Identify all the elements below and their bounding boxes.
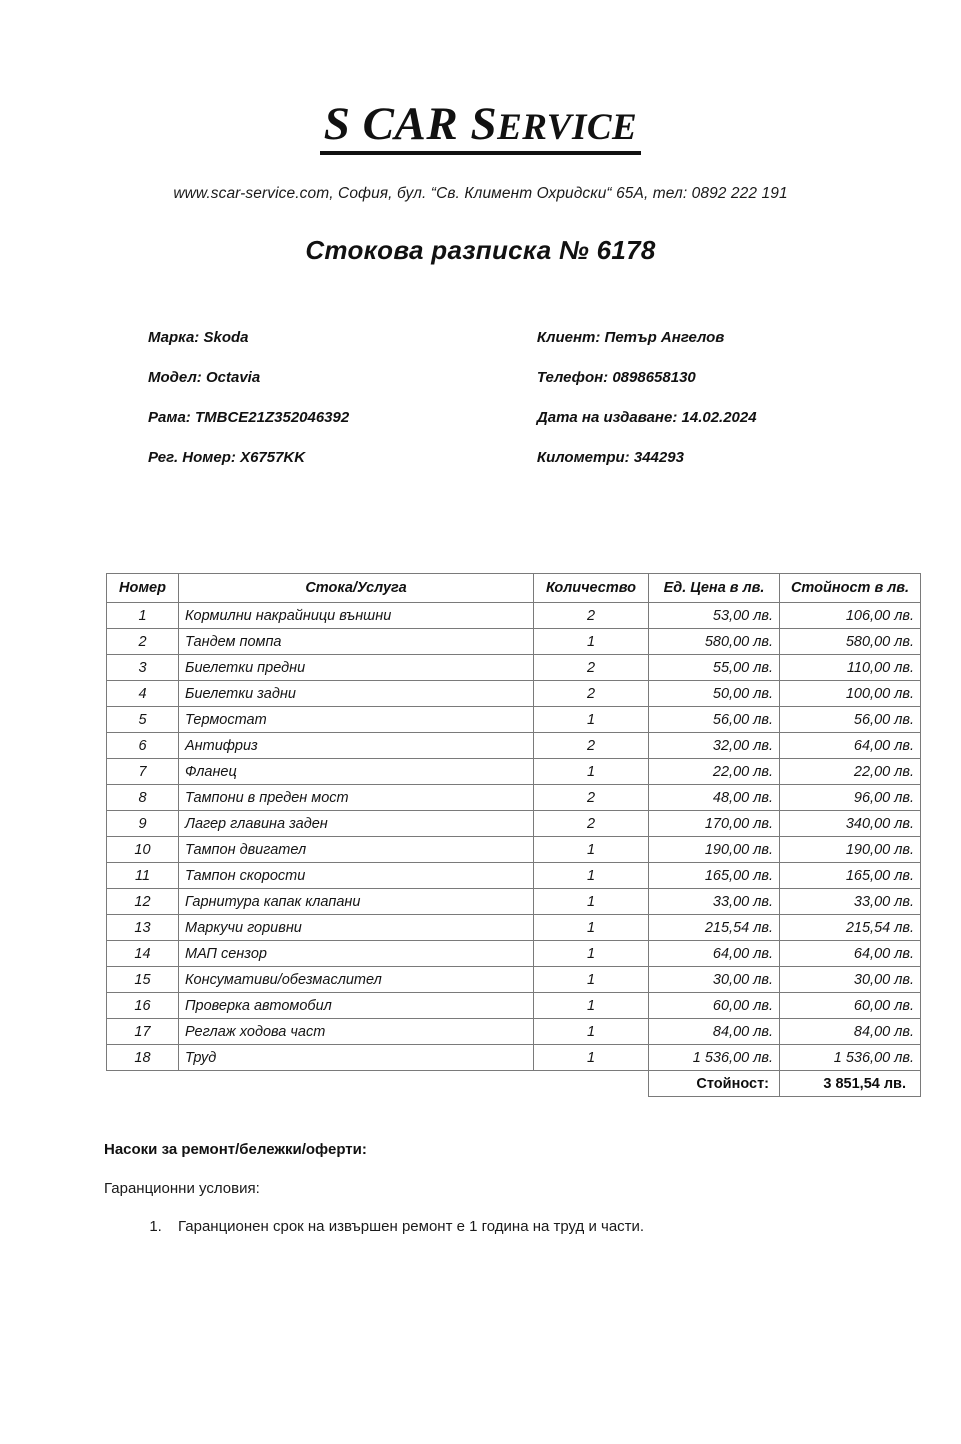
detail-brand-value: Skoda [203, 329, 249, 347]
cell-unit-price: 165,00 лв. [649, 863, 780, 889]
cell-number: 1 [107, 603, 179, 629]
cell-unit-price: 33,00 лв. [649, 889, 780, 915]
table-row [107, 629, 921, 655]
summary-label: Стойност: [649, 1071, 780, 1097]
cell-line-total: 106,00 лв. [780, 603, 921, 629]
items-table-body [107, 603, 921, 1071]
cell-line-total: 165,00 лв. [780, 863, 921, 889]
summary-spacer-qty [534, 1071, 649, 1097]
cell-number: 18 [107, 1045, 179, 1071]
notes-section [0, 1141, 961, 1237]
column-header-quantity: Количество [534, 574, 649, 603]
cell-unit-price: 32,00 лв. [649, 733, 780, 759]
detail-mileage-label: Километри: [536, 449, 630, 467]
cell-unit-price: 170,00 лв. [649, 811, 780, 837]
cell-line-total: 56,00 лв. [780, 707, 921, 733]
cell-number: 7 [107, 759, 179, 785]
cell-unit-price: 30,00 лв. [649, 967, 780, 993]
cell-number: 4 [107, 681, 179, 707]
cell-line-total: 110,00 лв. [780, 655, 921, 681]
cell-quantity: 1 [534, 941, 649, 967]
detail-issue-date-label: Дата на издаване: [536, 409, 678, 427]
cell-quantity: 2 [534, 655, 649, 681]
column-header-number: Номер [107, 574, 179, 603]
cell-line-total: 580,00 лв. [780, 629, 921, 655]
cell-description: МАП сензор [179, 941, 534, 967]
cell-description: Биелетки предни [179, 655, 534, 681]
cell-description: Биелетки задни [179, 681, 534, 707]
table-row [107, 681, 921, 707]
table-row [107, 863, 921, 889]
cell-number: 8 [107, 785, 179, 811]
detail-mileage [537, 448, 921, 488]
logo-container [0, 100, 961, 155]
table-row [107, 1019, 921, 1045]
cell-description: Тампони в преден мост [179, 785, 534, 811]
cell-quantity: 1 [534, 1019, 649, 1045]
cell-description: Лагер главина заден [179, 811, 534, 837]
warranty-terms-list [104, 1217, 961, 1237]
detail-plate [148, 448, 537, 488]
cell-quantity: 2 [534, 785, 649, 811]
detail-mileage-value: 344293 [633, 449, 684, 467]
cell-number: 9 [107, 811, 179, 837]
cell-line-total: 30,00 лв. [780, 967, 921, 993]
cell-quantity: 1 [534, 863, 649, 889]
cell-unit-price: 580,00 лв. [649, 629, 780, 655]
cell-line-total: 190,00 лв. [780, 837, 921, 863]
cell-quantity: 1 [534, 759, 649, 785]
logo-text-s: S [470, 98, 498, 150]
cell-unit-price: 22,00 лв. [649, 759, 780, 785]
cell-unit-price: 215,54 лв. [649, 915, 780, 941]
cell-unit-price: 48,00 лв. [649, 785, 780, 811]
cell-line-total: 84,00 лв. [780, 1019, 921, 1045]
customer-details-column [537, 328, 921, 488]
logo-text-ervice: ERVICE [497, 107, 638, 148]
cell-number: 14 [107, 941, 179, 967]
cell-description: Тандем помпа [179, 629, 534, 655]
cell-unit-price: 53,00 лв. [649, 603, 780, 629]
company-contact-line: www.scar-service.com, София, бул. “Св. Климент Охридски“ 65А, тел: 0892 222 191 [173, 185, 788, 203]
cell-description: Труд [179, 1045, 534, 1071]
column-header-unit-price: Ед. Цена в лв. [649, 574, 780, 603]
cell-number: 15 [107, 967, 179, 993]
cell-quantity: 2 [534, 681, 649, 707]
cell-unit-price: 50,00 лв. [649, 681, 780, 707]
cell-description: Фланец [179, 759, 534, 785]
cell-number: 5 [107, 707, 179, 733]
cell-description: Консумативи/обезмаслител [179, 967, 534, 993]
detail-client-value: Петър Ангелов [604, 329, 725, 347]
column-header-line-total: Стойност в лв. [780, 574, 921, 603]
table-row [107, 785, 921, 811]
cell-unit-price: 84,00 лв. [649, 1019, 780, 1045]
table-row [107, 837, 921, 863]
notes-heading: Насоки за ремонт/бележки/оферти: [104, 1141, 367, 1159]
cell-description: Проверка автомобил [179, 993, 534, 1019]
cell-description: Реглаж ходова част [179, 1019, 534, 1045]
cell-description: Антифриз [179, 733, 534, 759]
detail-vin-label: Рама: [148, 409, 191, 427]
summary-spacer-num [107, 1071, 179, 1097]
invoice-page [0, 100, 961, 1444]
items-table-head [107, 574, 921, 603]
cell-number: 13 [107, 915, 179, 941]
cell-unit-price: 190,00 лв. [649, 837, 780, 863]
detail-model [148, 368, 537, 408]
cell-quantity: 1 [534, 993, 649, 1019]
table-row [107, 1045, 921, 1071]
table-row [107, 603, 921, 629]
cell-quantity: 2 [534, 733, 649, 759]
cell-quantity: 1 [534, 1045, 649, 1071]
detail-phone [537, 368, 921, 408]
cell-line-total: 64,00 лв. [780, 941, 921, 967]
detail-plate-label: Рег. Номер: [148, 449, 236, 467]
detail-client-label: Клиент: [536, 329, 601, 347]
cell-line-total: 33,00 лв. [780, 889, 921, 915]
detail-plate-value: X6757KK [240, 449, 306, 467]
cell-quantity: 2 [534, 811, 649, 837]
cell-number: 16 [107, 993, 179, 1019]
cell-unit-price: 56,00 лв. [649, 707, 780, 733]
list-item: 1. Гаранционен срок на извършен ремонт е 1 година на труд и части. [166, 1217, 961, 1237]
table-row [107, 733, 921, 759]
document-title: Стокова разписка № 6178 [305, 235, 656, 266]
cell-line-total: 100,00 лв. [780, 681, 921, 707]
table-row [107, 811, 921, 837]
cell-quantity: 1 [534, 629, 649, 655]
cell-description: Гарнитура капак клапани [179, 889, 534, 915]
cell-description: Маркучи горивни [179, 915, 534, 941]
cell-quantity: 1 [534, 837, 649, 863]
cell-unit-price: 64,00 лв. [649, 941, 780, 967]
table-row [107, 941, 921, 967]
detail-issue-date [537, 408, 921, 448]
cell-number: 12 [107, 889, 179, 915]
cell-unit-price: 55,00 лв. [649, 655, 780, 681]
table-row [107, 993, 921, 1019]
cell-line-total: 96,00 лв. [780, 785, 921, 811]
logo-text-main: S CAR [323, 98, 471, 150]
cell-line-total: 60,00 лв. [780, 993, 921, 1019]
cell-description: Тампон скорости [179, 863, 534, 889]
column-header-description: Стока/Услуга [179, 574, 534, 603]
cell-number: 2 [107, 629, 179, 655]
table-row [107, 967, 921, 993]
cell-line-total: 1 536,00 лв. [780, 1045, 921, 1071]
table-row [107, 889, 921, 915]
cell-number: 17 [107, 1019, 179, 1045]
detail-issue-date-value: 14.02.2024 [681, 409, 757, 427]
cell-description: Кормилни накрайници външни [179, 603, 534, 629]
table-row [107, 655, 921, 681]
cell-number: 6 [107, 733, 179, 759]
cell-number: 10 [107, 837, 179, 863]
detail-model-value: Octavia [205, 369, 261, 387]
table-row [107, 915, 921, 941]
cell-line-total: 215,54 лв. [780, 915, 921, 941]
detail-brand-label: Марка: [148, 329, 200, 347]
cell-description: Тампон двигател [179, 837, 534, 863]
cell-quantity: 2 [534, 603, 649, 629]
cell-number: 11 [107, 863, 179, 889]
warranty-subheading: Гаранционни условия: [104, 1180, 260, 1198]
items-table-wrapper [0, 573, 961, 1097]
summary-row [107, 1071, 921, 1097]
cell-line-total: 64,00 лв. [780, 733, 921, 759]
detail-brand [148, 328, 537, 368]
cell-line-total: 340,00 лв. [780, 811, 921, 837]
detail-vin-value: TMBCE21Z352046392 [194, 409, 350, 427]
detail-model-label: Модел: [148, 369, 202, 387]
summary-value: 3 851,54 лв. [780, 1071, 921, 1097]
cell-quantity: 1 [534, 915, 649, 941]
details-section [0, 328, 961, 488]
summary-spacer-desc [179, 1071, 534, 1097]
items-table-foot [107, 1071, 921, 1097]
vehicle-details-column [148, 328, 537, 488]
cell-quantity: 1 [534, 967, 649, 993]
cell-unit-price: 1 536,00 лв. [649, 1045, 780, 1071]
company-logo [320, 100, 641, 155]
cell-number: 3 [107, 655, 179, 681]
detail-phone-label: Телефон: [536, 369, 609, 387]
table-header-row [107, 574, 921, 603]
items-table [106, 573, 921, 1097]
cell-line-total: 22,00 лв. [780, 759, 921, 785]
detail-client [537, 328, 921, 368]
cell-quantity: 1 [534, 707, 649, 733]
cell-quantity: 1 [534, 889, 649, 915]
detail-phone-value: 0898658130 [612, 369, 696, 387]
table-row [107, 707, 921, 733]
table-row [107, 759, 921, 785]
detail-vin [148, 408, 537, 448]
cell-description: Термостат [179, 707, 534, 733]
cell-unit-price: 60,00 лв. [649, 993, 780, 1019]
